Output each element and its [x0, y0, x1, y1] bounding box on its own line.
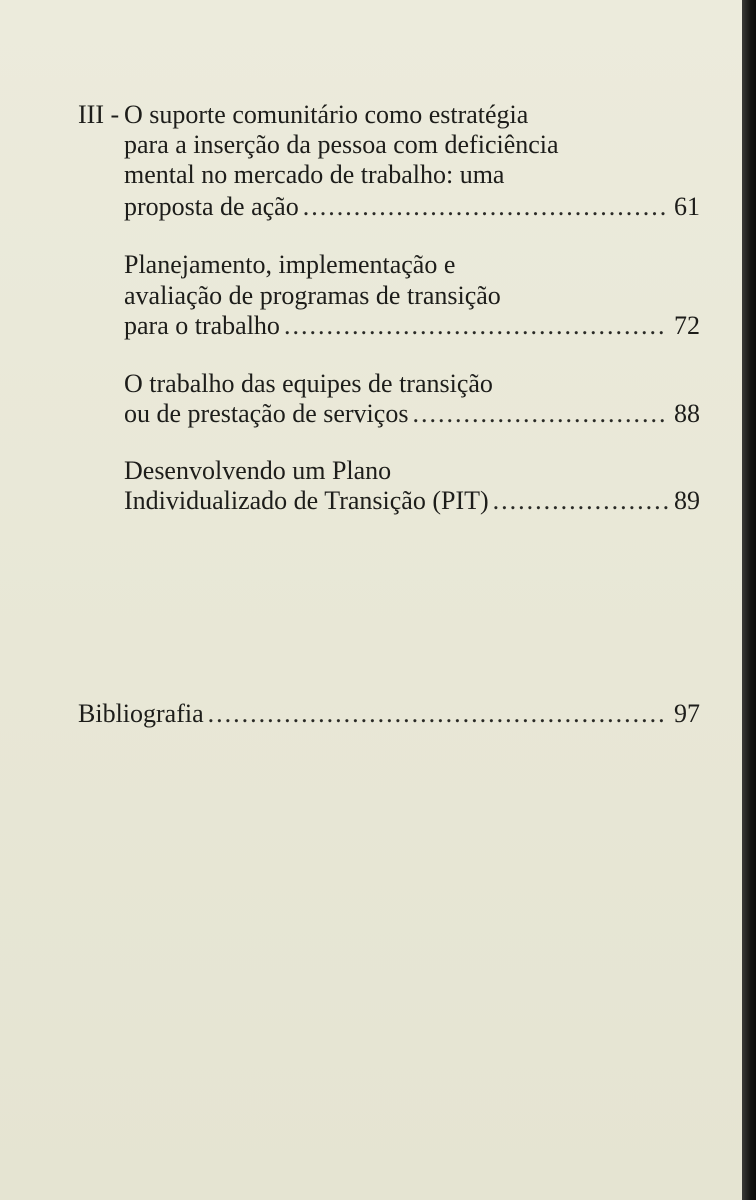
dot-leader	[303, 192, 668, 222]
chapter-title-line-3: mental no mercado de trabalho: uma	[124, 160, 505, 189]
page-number: 61	[674, 192, 700, 221]
dot-leader	[412, 399, 668, 429]
toc-entry-chapter-iii	[124, 192, 700, 222]
toc-entry-section-1	[124, 311, 700, 341]
toc-entry-section-2	[124, 399, 700, 429]
bibliography-label: Bibliografia	[78, 699, 204, 728]
page-number: 89	[674, 486, 700, 515]
toc-entry-bibliography	[78, 699, 700, 729]
chapter-title-line-4: proposta de ação	[124, 192, 299, 221]
page-number: 72	[674, 311, 700, 340]
section-1-line-3: para o trabalho	[124, 311, 280, 340]
section-3-line-1: Desenvolvendo um Plano	[124, 456, 392, 485]
book-spine-edge	[742, 0, 756, 1200]
section-2-line-1: O trabalho das equipes de transição	[124, 369, 493, 398]
toc-entry-section-3	[124, 486, 700, 516]
page-number: 97	[674, 699, 700, 728]
chapter-title-line-1: O suporte comunitário como estratégia	[124, 100, 529, 129]
dot-leader	[208, 699, 668, 729]
page-number: 88	[674, 399, 700, 428]
dot-leader	[284, 311, 668, 341]
chapter-title-line-2: para a inserção da pessoa com deficiência	[124, 130, 559, 159]
section-2-line-2: ou de prestação de serviços	[124, 399, 409, 428]
section-1-line-1: Planejamento, implementação e	[124, 250, 456, 279]
chapter-number: III -	[78, 100, 120, 129]
dot-leader	[493, 486, 668, 516]
section-1-line-2: avaliação de programas de transição	[124, 281, 501, 310]
section-3-line-2: Individualizado de Transição (PIT)	[124, 486, 489, 515]
